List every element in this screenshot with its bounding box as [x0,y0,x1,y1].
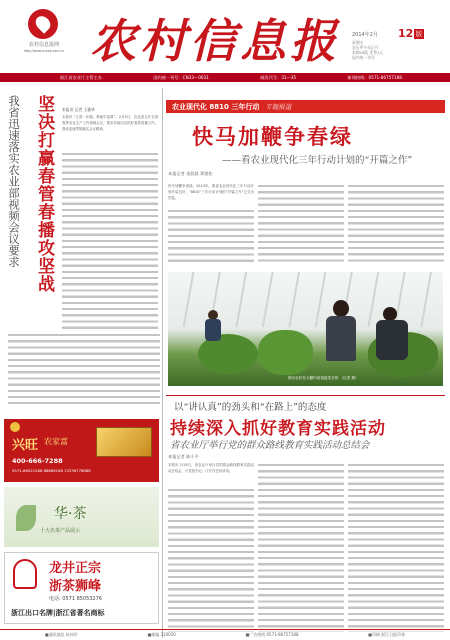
site-url[interactable]: http://www.ncxxb.com.cn [23,49,65,53]
page-footer [0,629,450,639]
ribbon-hotline: 新闻热线：0571-86757188 [347,74,402,80]
ribbon-publisher: 浙江省农业厅主管主办 [60,74,102,80]
bottom-story-lead: 本报讯 2月8日，省农业厅举行党的群众路线教育实践活动总结会，厅党组书记、厅长作总结讲话。 [168,463,254,474]
page-badge: 版 [415,30,423,38]
section-rule [166,395,445,396]
ad-banner-2[interactable] [4,487,159,547]
left-story-lead: 本报讯 “立春一年端，种地早盘算”。2月5日，农业部召开全国春季农业生产工作视频会议，要求各地切实抓好春管春播工作。我省迅速贯彻落实会议精神。 [62,115,158,132]
masthead-title: 农村信息报 [90,14,340,68]
ad3-logo-icon [13,559,37,589]
info-ribbon [0,73,450,82]
issue-date: 2014年2月 [352,32,378,38]
right-story-byline: 本报记者 金晨晨 郑建松 [168,171,213,176]
right-story-lead: 快马加鞭争春绿。2013年，我省农业现代化三年行动计划开局良好，“8810”三年行动计划的“开篇之作”已交出答卷。 [168,184,254,201]
ad1-phones: 0571-86521288 88666168 13336778888 [12,468,91,473]
kicker-band [166,100,445,113]
bottom-col3 [348,462,444,632]
news-photo [168,272,443,386]
column-divider [162,88,163,638]
ad1-phone: 400-666-7288 [12,457,63,465]
ad1-logo-icon [10,422,20,432]
photo-caption: 图为农民在大棚内查看蔬菜长势 （记者 摄） [288,376,359,380]
right-story-title: 快马加鞭争春绿 [192,124,353,149]
ad-banner-1[interactable] [4,419,159,482]
left-story-body [62,114,158,330]
left-story-title: 坚决打赢春管春播攻坚战 [34,95,54,293]
ad1-product-image [96,427,152,457]
ad-banner-3[interactable] [4,552,159,624]
left-story-body-wide [8,332,160,404]
site-logo-icon [28,9,58,39]
bottom-col1 [168,462,254,632]
footer-item: ■通讯地址 杭州市 [44,631,78,637]
right-story-col3 [348,183,444,265]
bottom-col2 [258,462,344,632]
bottom-story-subtitle: 省农业厅举行党的群众路线教育实践活动总结会 [170,440,370,451]
ad2-leaf-icon [16,505,36,531]
footer-item: ■邮编 310020 [147,631,176,637]
right-story-col2 [258,183,344,265]
page-number: 12 [398,27,414,40]
bottom-overline: 以“讲认真”的劲头和“在路上”的态度 [174,402,327,413]
kicker-text: 农业现代化 8810 三年行动 [172,102,260,111]
masthead-side-info: 星期五 农历甲午年正月 本期16版 零售1元 国内统一刊号 [352,40,384,60]
ad2-sub: 十大名茶产品展示 [40,528,81,534]
ad2-brand: 华·茶 [54,506,87,522]
footer-item: ■广告热线 0571-86757188 [245,631,299,637]
bottom-story-title: 持续深入抓好教育实践活动 [170,419,386,439]
kicker-tail: 专题报道 [265,103,292,111]
masthead [0,0,450,69]
ad3-brand: 龙井正宗 [49,561,102,576]
site-name: 农村信息报网 [28,42,59,48]
left-story-byline: 本报讯 记者 王雅华 [62,107,95,112]
ad3-footer: 浙江出口名牌|浙江省著名商标 [11,609,105,617]
ad1-brand: 兴旺 [12,438,39,453]
ad3-sub: 浙茶狮峰 [49,579,102,594]
bottom-story-byline: 本报记者 陈小平 [168,454,199,459]
ribbon-post: 邮发代号：31—35 [260,74,297,80]
left-story-subtitle: 我省迅速落实农业部视频会议要求 [7,95,21,268]
right-story-col1 [168,183,254,265]
footer-item: ■印刷 浙江日报印务 [368,631,406,637]
ad1-sub: 农家富 [44,437,68,446]
ribbon-issn: 国内统一刊号：CN33—0031 [153,74,209,80]
ad3-phone: 电话: 0571 85053276 [49,596,103,602]
right-story-subtitle: ——看农业现代化三年行动计划的“开篇之作” [222,155,413,166]
